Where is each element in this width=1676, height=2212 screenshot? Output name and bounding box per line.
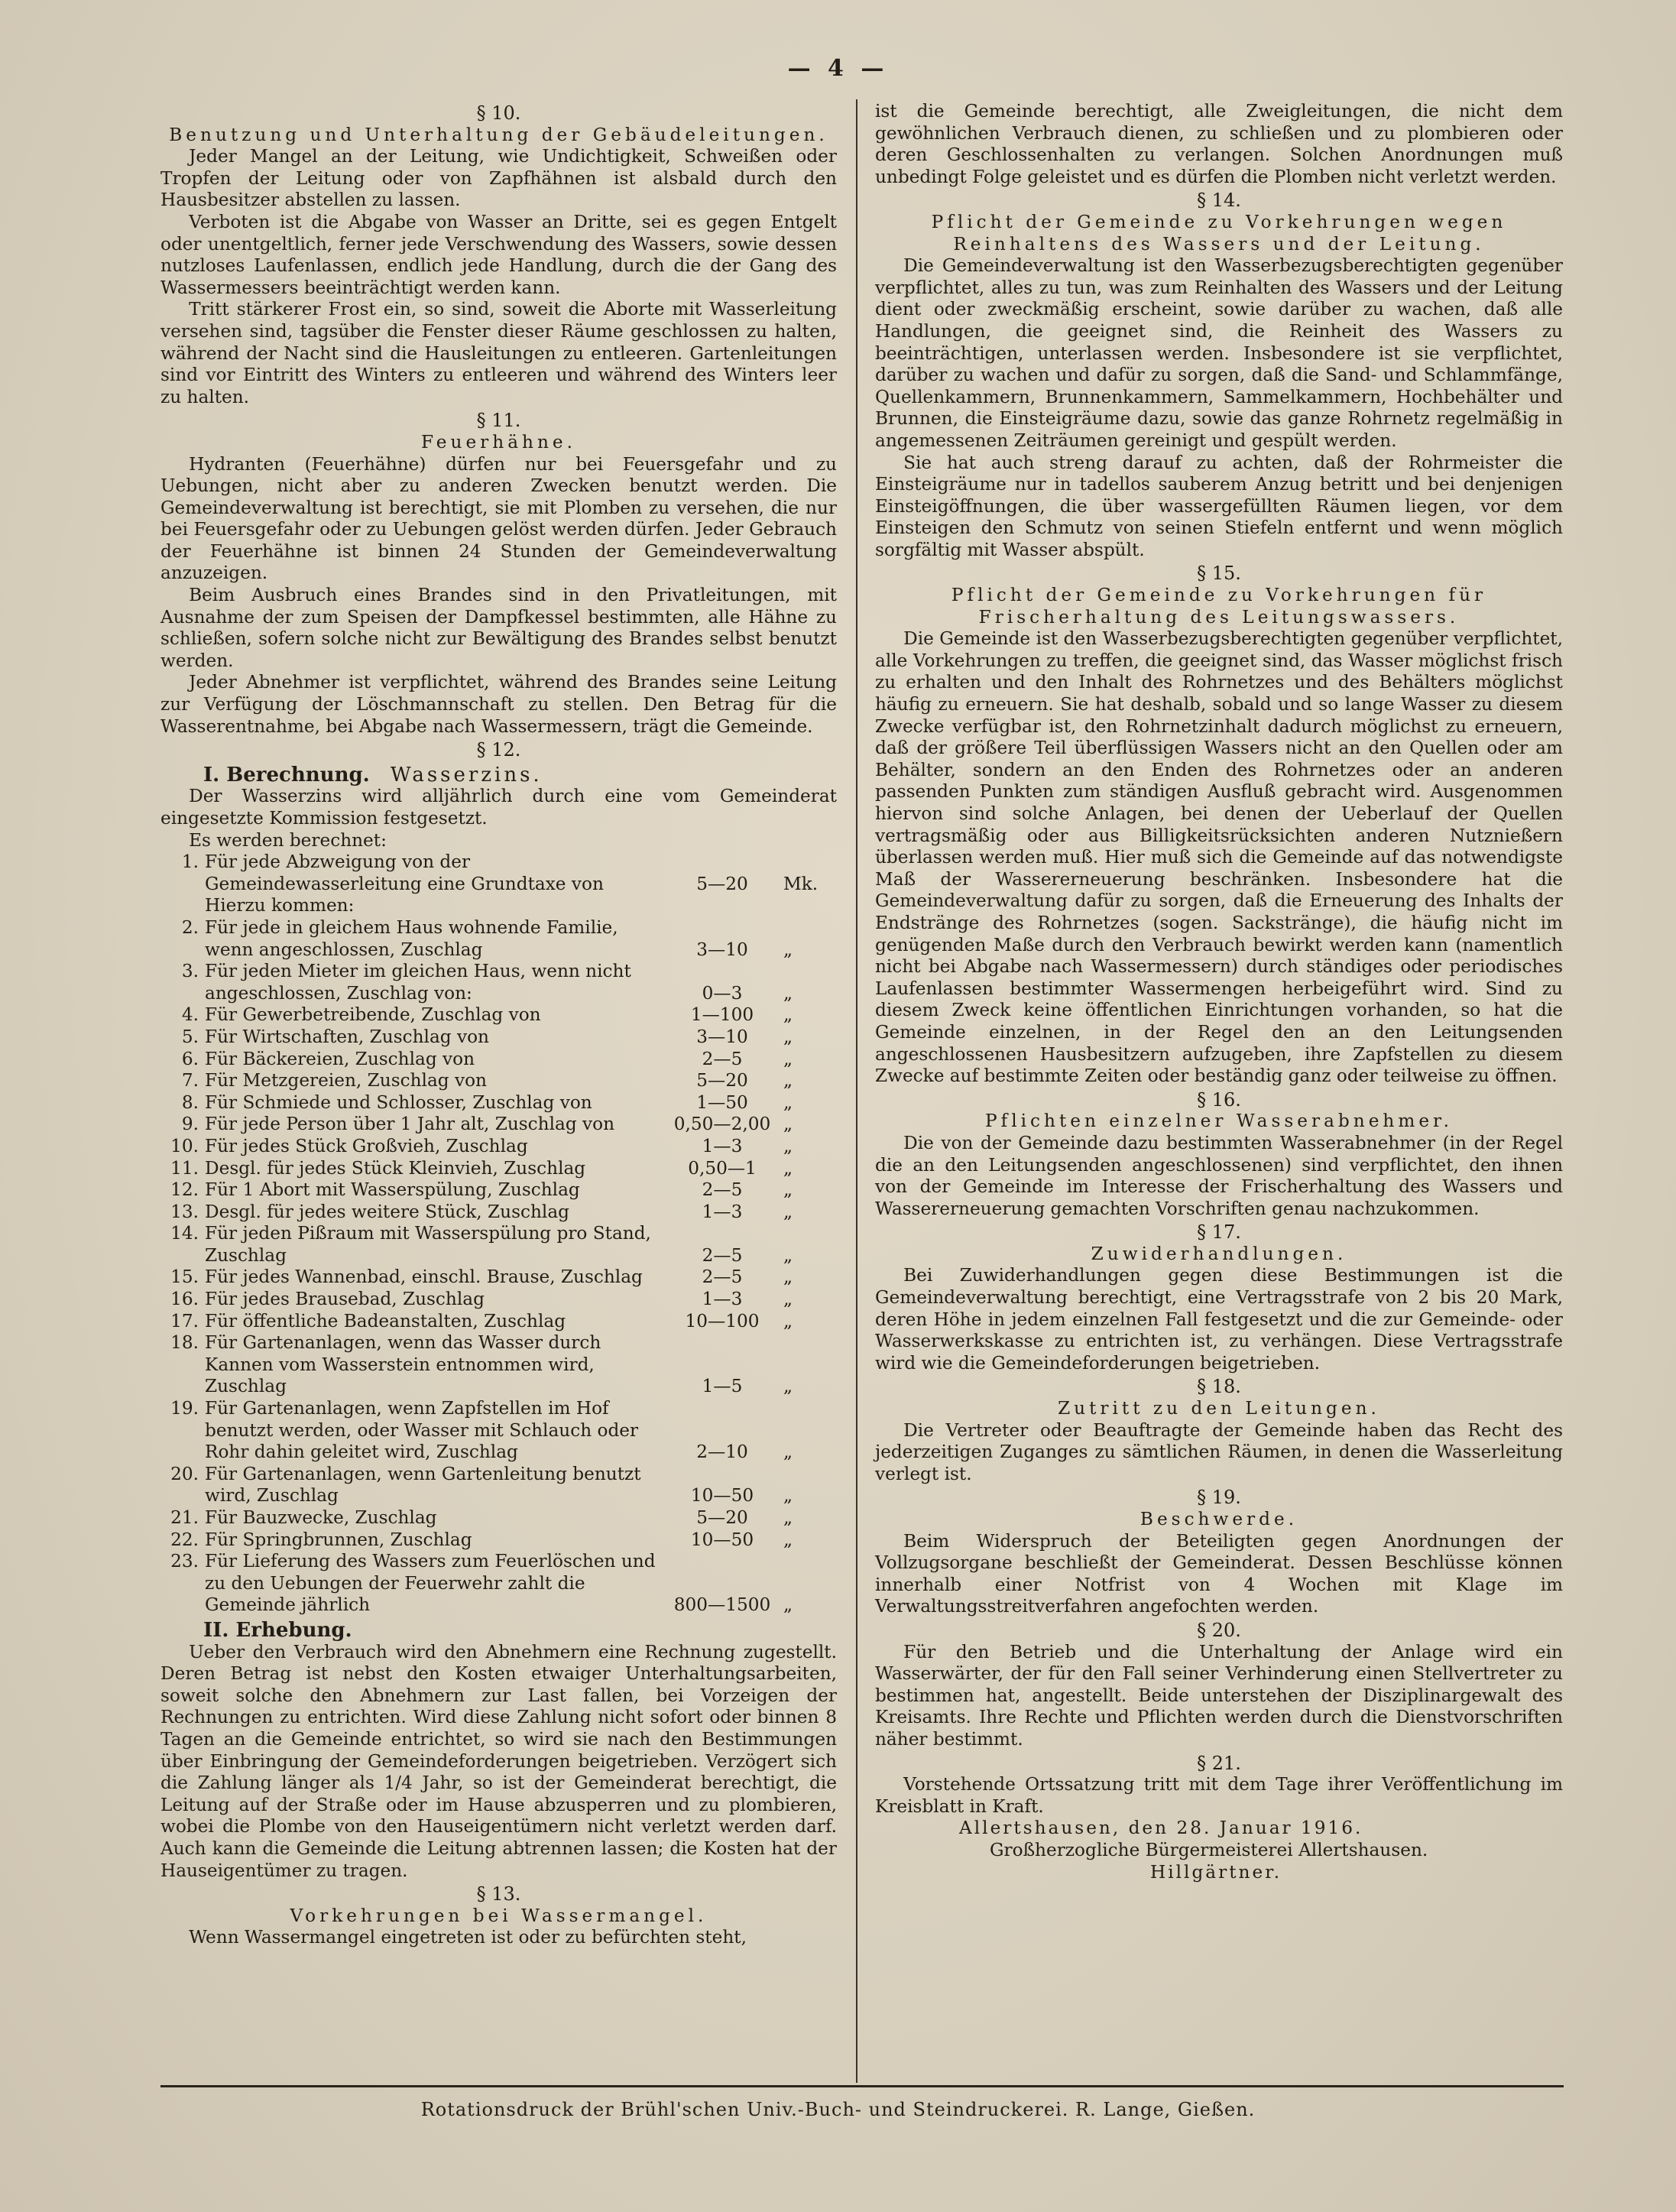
fee-number: 16.: [170, 1289, 199, 1310]
fee-description: Hierzu kommen:: [205, 895, 355, 916]
fee-row: [160, 961, 837, 1004]
section-21-paragraph-1: Vorstehende Ortssatzung tritt mit dem Tage ihrer Veröffentlichung im Kreisblatt in Kraft.: [875, 1774, 1563, 1817]
fee-row: [160, 1398, 837, 1464]
fee-description: Für 1 Abort mit Wasserspülung, Zuschlag: [205, 1179, 580, 1201]
fee-number: 20.: [170, 1463, 199, 1484]
fee-description: Für Metzgereien, Zuschlag von: [205, 1070, 487, 1091]
fee-number: 23.: [170, 1551, 199, 1572]
fee-row: [160, 1202, 837, 1224]
fee-unit: „: [783, 1442, 793, 1463]
fee-description: Für jede Person über 1 Jahr alt, Zuschlag von: [205, 1114, 615, 1135]
section-18-title: Zutritt zu den Leitungen.: [1058, 1398, 1380, 1419]
fee-description: Für Gewerbetreibende, Zuschlag von: [205, 1004, 541, 1026]
fee-unit: „: [783, 939, 793, 960]
section-13-number: § 13.: [476, 1883, 521, 1905]
section-13-title: Vorkehrungen bei Wassermangel.: [290, 1905, 708, 1926]
fee-unit: „: [783, 1485, 793, 1507]
section-19-number: § 19.: [1197, 1487, 1241, 1509]
fee-row: [160, 1332, 837, 1398]
fee-rate: 0,50—2,00: [673, 1114, 771, 1135]
section-21-number: § 21.: [1197, 1752, 1241, 1774]
section-19-paragraph-1: Beim Widerspruch der Beteiligten gegen Anordnungen der Vollzugsorgane beschließt der Gemeinderat. Dessen Beschlüsse können innerhalb einer Notfrist von 4 Wochen mit Klage im Verwaltungsstreitverfahren angefochten werden.: [875, 1530, 1563, 1617]
fee-unit: „: [783, 1048, 793, 1069]
fee-number: 19.: [170, 1398, 199, 1419]
fee-description: Für jeden Pißraum mit Wasserspülung pro Stand, Zuschlag: [205, 1223, 651, 1266]
fee-unit: „: [783, 1026, 793, 1047]
fee-description: Für Lieferung des Wassers zum Feuerlöschen und zu den Uebungen der Feuerwehr zahlt die Gemeinde jährlich: [205, 1551, 656, 1616]
fee-unit: „: [783, 1244, 793, 1266]
signature-place-date: Allertshausen, den 28. Januar 1916.: [959, 1818, 1363, 1839]
fee-row: [160, 1464, 837, 1507]
fee-number: 11.: [170, 1157, 199, 1179]
fee-number: 1.: [181, 851, 199, 873]
section-11-number: § 11.: [476, 410, 521, 432]
fee-row: [160, 1223, 837, 1267]
fee-unit: „: [783, 1114, 793, 1135]
fee-rate: 3—10: [696, 1026, 748, 1047]
section-15-title: Pflicht der Gemeinde zu Vorkehrungen für Frischerhaltung des Leitungswassers.: [951, 585, 1487, 628]
fee-unit: „: [783, 1289, 793, 1310]
fee-row: [160, 895, 837, 917]
fee-rate: 2—5: [702, 1267, 743, 1288]
fee-rate: 1—5: [702, 1376, 743, 1397]
section-20-number: § 20.: [1197, 1619, 1241, 1641]
section-12-paragraph-3: Ueber den Verbrauch wird den Abnehmern eine Rechnung zugestellt. Deren Betrag ist nebst den Kosten etwaiger Unterhaltungsarbeiten, soweit solche den Abnehmern zur Last fallen, bei Vorzeigen der Rechnungen zu entrichten. Wird diese Zahlung nicht sofort oder binnen 8 Tagen an die Gemeinde entrichtet, so wird sie nach den Bestimmungen über Einbringung der Gemeindeforderungen beigetrieben. Verzögert sich die Zahlung länger als 1/4 Jahr, so ist der Gemeinderat berechtigt, die Leitung auf der Straße oder im Hause abzusperren und zu plombieren, wobei die Plombe von den Hauseigentümern nicht verletzt werden darf. Auch kann die Gemeinde die Leitung abtrennen lassen; die Kosten hat der Hauseigentümer zu tragen.: [160, 1641, 837, 1881]
section-12-subheading-2: II. Erhebung.: [203, 1618, 352, 1642]
fee-rate: 2—5: [702, 1244, 743, 1266]
signature-name: Hillgärtner.: [1150, 1861, 1282, 1883]
fee-description: Für Bauzwecke, Zuschlag: [205, 1507, 437, 1528]
fee-row: [160, 1289, 837, 1311]
section-10-number: § 10.: [476, 102, 521, 124]
fee-unit: „: [783, 1091, 793, 1113]
fee-rate: 1—3: [702, 1201, 743, 1222]
section-14-title: Pflicht der Gemeinde zu Vorkehrungen wegen Reinhaltens des Wassers und der Leitung.: [931, 211, 1507, 255]
section-16-paragraph-1: Die von der Gemeinde dazu bestimmten Wasserabnehmer (in der Regel die an den Leitungsenden angeschlossenen) sind verpflichtet, den ihnen von der Gemeinde im Interesse der Frischerhaltung des Wassers und Wassererneuerung gemachten Vorschriften genau nachzukommen.: [875, 1132, 1563, 1219]
fee-unit: „: [783, 1135, 793, 1156]
fee-rate: 2—5: [702, 1048, 743, 1069]
fee-unit: „: [783, 1179, 793, 1201]
fee-description: Für Wirtschaften, Zuschlag von: [205, 1026, 489, 1047]
fee-number: 9.: [181, 1114, 199, 1135]
fee-rate: 10—50: [690, 1485, 754, 1507]
fee-description: Für jedes Wannenbad, einschl. Brause, Zuschlag: [205, 1267, 643, 1288]
fee-number: 17.: [170, 1310, 199, 1331]
fee-number: 6.: [181, 1048, 199, 1069]
fee-row: [160, 1311, 837, 1333]
section-14-paragraph-2: Sie hat auch streng darauf zu achten, daß der Rohrmeister die Einsteigräume nur in tadellos sauberem Anzug betritt und bei denjenigen Einsteigöffnungen, die über wassergefüllten Räumen liegen, vor dem Einsteigen den Schmutz von seinen Stiefeln entfernt und wenn möglich sorgfältig mit Wasser abspült.: [875, 452, 1563, 560]
section-10-title: Benutzung und Unterhaltung der Gebäudeleitungen.: [169, 124, 828, 145]
fee-rate: 5—20: [696, 1507, 748, 1528]
section-19-title: Beschwerde.: [1139, 1509, 1298, 1529]
fee-row: [160, 1179, 837, 1202]
fee-unit: „: [783, 1310, 793, 1331]
fee-description: Für jedes Stück Großvieh, Zuschlag: [205, 1135, 528, 1156]
section-13-continuation: ist die Gemeinde berechtigt, alle Zweigleitungen, die nicht dem gewöhnlichen Verbrauch dienen, zu schließen und zu plombieren oder deren Geschlossenhalten zu verlangen. Solchen Anordnungen muß unbedingt Folge geleistet und es dürfen die Plomben nicht verletzt werden.: [875, 101, 1563, 187]
section-12-subheading-1: [203, 764, 837, 787]
subheading-1-label: I. Berechnung.: [203, 763, 370, 787]
section-11-title: Feuerhähne.: [420, 431, 576, 452]
section-12-paragraph-1: Der Wasserzins wird alljährlich durch eine vom Gemeinderat eingesetzte Kommission festgesetzt.: [160, 786, 837, 829]
fee-number: 22.: [170, 1529, 199, 1550]
section-14-paragraph-1: Die Gemeindeverwaltung ist den Wasserbezugsberechtigten gegenüber verpflichtet, alles zu tun, was zum Reinhalten des Wassers und der Leitung dient oder zweckmäßig erscheint, sowie darüber zu wachen, daß alle Handlungen, die geeignet sind, die Reinheit des Wassers zu beeinträchtigen, unterlassen werden. Insbesondere ist sie verpflichtet, darüber zu wachen und dafür zu sorgen, daß die Sand- und Schlammfänge, Quellenkammern, Brunnenkammern, Sammelkammern, Hochbehälter und Brunnen, die Einsteigräume dazu, sowie das ganze Rohrnetz regelmäßig in angemessenen Zeiträumen gereinigt und gespült werden.: [875, 255, 1563, 451]
section-12-paragraph-2: Es werden berechnet:: [189, 829, 387, 851]
section-11-paragraph-3: Jeder Abnehmer ist verpflichtet, während des Brandes seine Leitung zur Verfügung der Löschmannschaft zu stellen. Den Betrag für die Wasserentnahme, bei Abgabe nach Wassermessern, trägt die Gemeinde.: [160, 672, 837, 737]
fee-row: [160, 851, 837, 895]
fee-number: 15.: [170, 1267, 199, 1288]
fee-row: [160, 1027, 837, 1049]
fee-rate: 2—10: [696, 1442, 748, 1463]
section-15-number: § 15.: [1197, 563, 1241, 585]
fee-rate: 1—3: [702, 1289, 743, 1310]
fee-description: Desgl. für jedes Stück Kleinvieh, Zuschlag: [205, 1157, 586, 1179]
fee-unit: Mk.: [783, 873, 819, 894]
fee-number: 8.: [181, 1091, 199, 1113]
section-12-number: § 12.: [476, 739, 521, 761]
section-18-number: § 18.: [1197, 1376, 1241, 1398]
fee-row: [160, 1070, 837, 1092]
fee-number: 10.: [170, 1135, 199, 1156]
page-number: — 4 —: [787, 55, 889, 82]
fee-unit: „: [783, 1529, 793, 1550]
section-16-number: § 16.: [1197, 1088, 1241, 1111]
fee-unit: „: [783, 1376, 793, 1397]
fee-description: Für Springbrunnen, Zuschlag: [205, 1529, 472, 1550]
section-18-paragraph-1: Die Vertreter oder Beauftragte der Gemeinde haben das Recht des jederzeitigen Zuganges zu sämtlichen Räumen, in denen die Wasserleitung verlegt ist.: [875, 1419, 1563, 1484]
fee-rate: 1—3: [702, 1135, 743, 1156]
fee-rate: 3—10: [696, 939, 748, 960]
fee-rate: 1—50: [696, 1091, 748, 1113]
section-11-paragraph-1: Hydranten (Feuerhähne) dürfen nur bei Feuersgefahr und zu Uebungen, nicht aber zu anderen Zwecken benutzt werden. Die Gemeindeverwaltung ist berechtigt, sie mit Plomben zu versehen, die nur bei Feuersgefahr oder zu Uebungen gelöst werden dürfen. Jeder Gebrauch der Feuerhähne ist binnen 24 Stunden der Gemeindeverwaltung anzuzeigen.: [160, 453, 837, 584]
fee-number: 13.: [170, 1201, 199, 1222]
section-20-paragraph-1: Für den Betrieb und die Unterhaltung der Anlage wird ein Wasserwärter, der für den Fall seiner Verhinderung einen Stellvertreter zu bestimmen hat, angestellt. Beide unterstehen der Disziplinargewalt des Kreisamts. Ihre Rechte und Pflichten werden durch die Dienstvorschriften näher bestimmt.: [875, 1641, 1563, 1750]
fee-unit: „: [783, 1267, 793, 1288]
fee-row: [160, 1158, 837, 1180]
fee-row: [160, 1004, 837, 1027]
fee-rate: 0,50—1: [688, 1157, 757, 1179]
fee-number: [160, 895, 205, 917]
fee-number: 12.: [170, 1179, 199, 1201]
fee-unit: [783, 895, 837, 917]
fee-rate: 2—5: [702, 1179, 743, 1201]
bottom-rule: [160, 2085, 1564, 2087]
fee-rate: 5—20: [696, 1070, 748, 1091]
section-15-paragraph-1: Die Gemeinde ist den Wasserbezugsberechtigten gegenüber verpflichtet, alle Vorkehrungen zu treffen, die geeignet sind, das Wasser möglichst frisch zu erhalten und den Inhalt des Rohrnetzes und des Behälters möglichst häufig zu erneuern. Sie hat deshalb, sobald und so lange Wasser zu diesem Zwecke verfügbar ist, den Rohrnetzinhalt dadurch möglichst zu erneuern, daß der größere Teil überflüssigen Wassers nicht an den Quellen oder am Behälter, sondern an den Enden des Rohrnetzes oder an anderen passenden Punkten zum ständigen Ausfluß gebracht wird. Ausgenommen hiervon sind solche Anlagen, bei denen der Ueberlauf der Quellen vertragsmäßig oder aus Billigkeitsrücksichten anderen Nutznießern überlassen werden muß. Hier muß sich die Gemeinde auf das notwendigste Maß der Wassererneuerung beschränken. Insbesondere hat die Gemeindeverwaltung dafür zu sorgen, daß die Erneuerung des Inhalts der Endstränge des Rohrnetzes (sogen. Sackstränge), die häufig nicht im genügenden Maße durch den Verbrauch bewirkt werden kann (namentlich nicht bei Abgabe nach Wassermessern) durch ständiges oder periodisches Laufenlassen bestimmter Wassermengen herbeigeführt wird. Sind zu diesem Zweck keine öffentlichen Einrichtungen vorhanden, so hat die Gemeinde einzelnen, in der Regel den an den Leitungsenden angeschlossenen Hausbesitzern aufzugeben, ihre Zapfstellen zu diesem Zwecke auf bestimmte Zeiten oder beständig ganz oder teilweise zu öffnen.: [875, 628, 1563, 1087]
fee-description: Für jeden Mieter im gleichen Haus, wenn nicht angeschlossen, Zuschlag von:: [205, 961, 631, 1004]
fee-unit: „: [783, 1594, 793, 1616]
fee-number: 3.: [181, 961, 199, 982]
fee-number: 14.: [170, 1223, 199, 1244]
fee-row: [160, 1507, 837, 1529]
fee-description: Für Bäckereien, Zuschlag von: [205, 1048, 475, 1069]
fee-row: [160, 1267, 837, 1289]
section-17-title: Zuwiderhandlungen.: [1091, 1243, 1347, 1264]
fee-description: Für Schmiede und Schlosser, Zuschlag von: [205, 1091, 592, 1113]
fee-rate: [661, 895, 783, 917]
fee-number: 5.: [181, 1026, 199, 1047]
fee-row: [160, 1529, 837, 1552]
fee-number: 4.: [181, 1004, 199, 1026]
fee-description: Für jede in gleichem Haus wohnende Familie, wenn angeschlossen, Zuschlag: [205, 916, 618, 960]
fee-rate: 0—3: [702, 982, 743, 1004]
section-17-number: § 17.: [1197, 1221, 1241, 1244]
fee-table: [160, 851, 837, 1617]
fee-unit: „: [783, 982, 793, 1004]
section-16-title: Pflichten einzelner Wasserabnehmer.: [985, 1111, 1453, 1132]
section-14-number: § 14.: [1197, 190, 1241, 212]
fee-row: [160, 1049, 837, 1071]
fee-description: Für jede Abzweigung von der Gemeindewasserleitung eine Grundtaxe von: [205, 851, 604, 894]
fee-number: 2.: [181, 916, 199, 938]
section-10-paragraph-3: Tritt stärkerer Frost ein, so sind, soweit die Aborte mit Wasserleitung versehen sind, tagsüber die Fenster dieser Räume geschlossen zu halten, während der Nacht sind die Hausleitungen zu entleeren. Gartenleitungen sind vor Eintritt des Winters zu entleeren und während des Winters leer zu halten.: [160, 299, 837, 407]
fee-description: Für Gartenanlagen, wenn das Wasser durch Kannen vom Wasserstein entnommen wird, Zuschlag: [205, 1332, 601, 1397]
fee-unit: „: [783, 1157, 793, 1179]
fee-unit: „: [783, 1201, 793, 1222]
fee-rate: 1—100: [690, 1004, 754, 1026]
fee-row: [160, 1136, 837, 1158]
section-10-paragraph-2: Verboten ist die Abgabe von Wasser an Dritte, sei es gegen Entgelt oder unentgeltlich, ferner jede Verschwendung des Wassers, sowie dessen nutzloses Laufenlassen, endlich jede Handlung, durch die der Gang des Wassermessers beeinträchtigt werden kann.: [160, 211, 837, 298]
fee-description: Für Gartenanlagen, wenn Zapfstellen im Hof benutzt werden, oder Wasser mit Schlauch oder Rohr dahin geleitet wird, Zuschlag: [205, 1398, 639, 1463]
subheading-1-title: Wasserzins.: [390, 763, 543, 787]
fee-description: Desgl. für jedes weitere Stück, Zuschlag: [205, 1201, 569, 1222]
section-13-paragraph-1: Wenn Wassermangel eingetreten ist oder zu befürchten steht,: [189, 1927, 747, 1948]
right-column: [875, 101, 1563, 1883]
signature-office: Großherzogliche Bürgermeisterei Allertshausen.: [990, 1839, 1428, 1860]
fee-rate: 10—100: [685, 1310, 760, 1331]
fee-description: Für jedes Brausebad, Zuschlag: [205, 1289, 485, 1310]
section-17-paragraph-1: Bei Zuwiderhandlungen gegen diese Bestimmungen ist die Gemeindeverwaltung berechtigt, eine Vertragsstrafe von 2 bis 20 Mark, deren Höhe in jedem einzelnen Fall festgesetzt und die zur Gemeinde- oder Wasserwerkskasse zu entrichten ist, zu verhängen. Diese Vertragsstrafe wird wie die Gemeindeforderungen beigetrieben.: [875, 1265, 1563, 1374]
fee-rate: 5—20: [696, 873, 748, 894]
fee-number: 7.: [181, 1070, 199, 1091]
fee-unit: „: [783, 1004, 793, 1026]
fee-number: 21.: [170, 1507, 199, 1528]
fee-row: [160, 1551, 837, 1617]
fee-description: Für öffentliche Badeanstalten, Zuschlag: [205, 1310, 566, 1331]
fee-rate: 800—1500: [673, 1594, 771, 1616]
fee-unit: „: [783, 1070, 793, 1091]
fee-row: [160, 1092, 837, 1114]
printer-imprint: Rotationsdruck der Brühl'schen Univ.-Buch- und Steindruckerei. R. Lange, Gießen.: [420, 2099, 1256, 2120]
fee-description: Für Gartenanlagen, wenn Gartenleitung benutzt wird, Zuschlag: [205, 1463, 641, 1507]
fee-rate: 10—50: [690, 1529, 754, 1550]
fee-unit: „: [783, 1507, 793, 1528]
left-column: [160, 101, 837, 1949]
fee-row: [160, 917, 837, 961]
fee-number: 18.: [170, 1332, 199, 1354]
fee-row: [160, 1114, 837, 1136]
section-10-paragraph-1: Jeder Mangel an der Leitung, wie Undichtigkeit, Schweißen oder Tropfen der Leitung oder von Zapfhähnen ist alsbald durch den Hausbesitzer abstellen zu lassen.: [160, 146, 837, 211]
column-divider: [856, 99, 857, 2083]
section-11-paragraph-2: Beim Ausbruch eines Brandes sind in den Privatleitungen, mit Ausnahme der zum Speisen der Dampfkessel bestimmten, alle Hähne zu schließen, sofern solche nicht zur Bewältigung des Brandes selbst benutzt werden.: [160, 585, 837, 671]
